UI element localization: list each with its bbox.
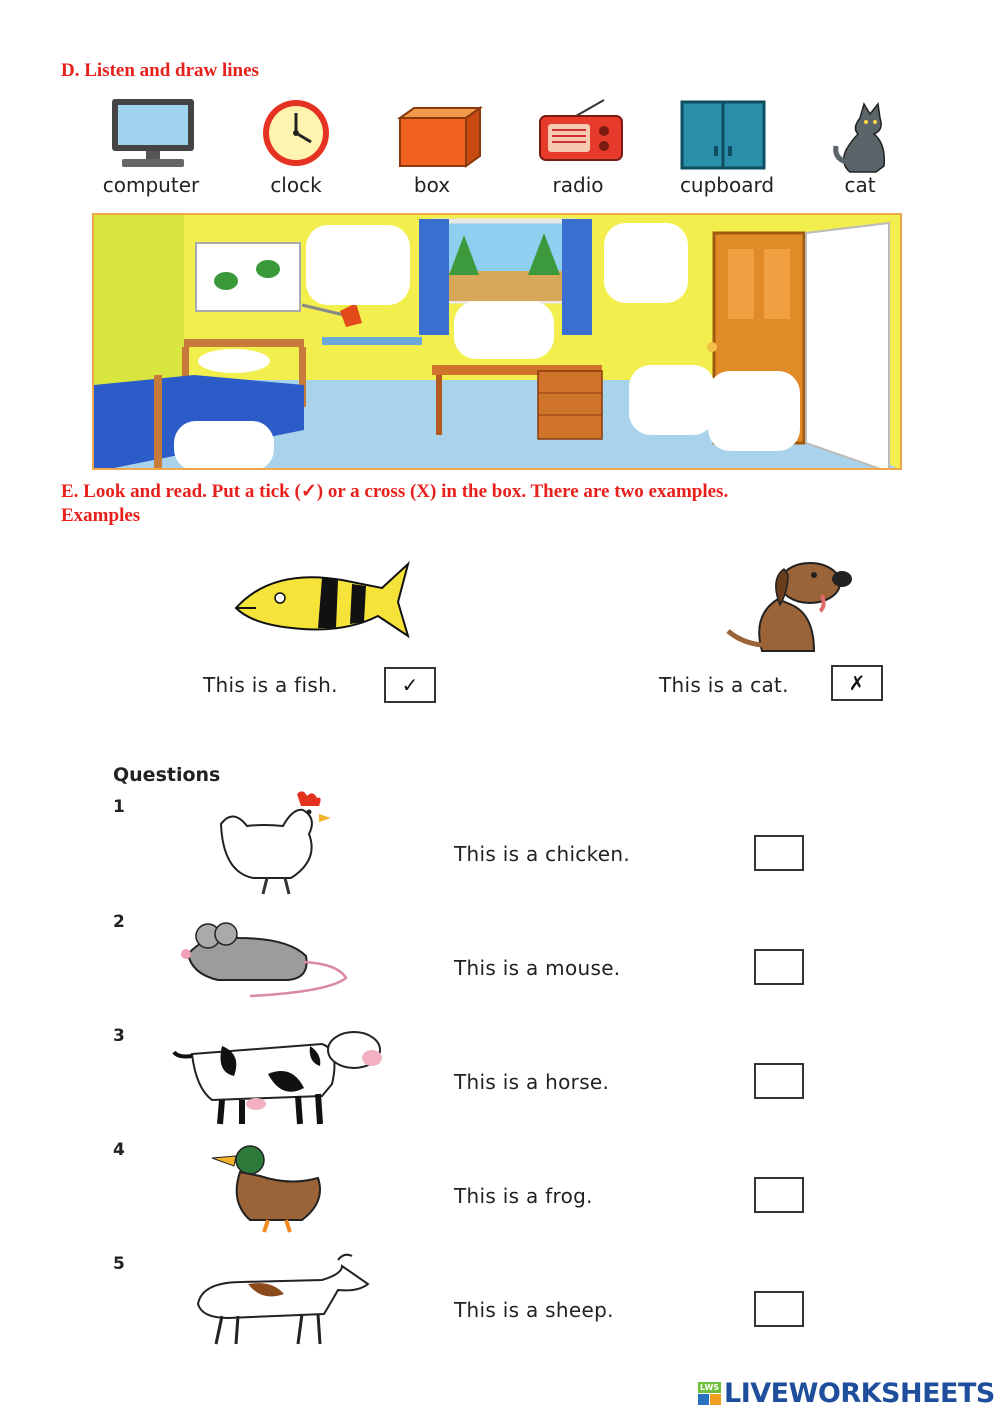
question-number-2: 2 xyxy=(113,912,125,932)
example-sentence-2: This is a cat. xyxy=(659,673,789,697)
cow-icon xyxy=(172,1024,392,1132)
mouse-icon xyxy=(178,922,354,1004)
clock-icon xyxy=(256,98,336,172)
question-sentence-5: This is a sheep. xyxy=(454,1298,614,1322)
logo-badge-letters: LWS xyxy=(699,1383,720,1392)
question-sentence-4: This is a frog. xyxy=(454,1184,593,1208)
answer-box-4[interactable] xyxy=(754,1177,804,1213)
object-label-clock: clock xyxy=(270,173,322,197)
section-d-heading: D. Listen and draw lines xyxy=(61,60,259,81)
chicken-icon xyxy=(213,788,333,902)
answer-box-1[interactable] xyxy=(754,835,804,871)
blank-cloud-5 xyxy=(708,371,800,451)
blank-cloud-2 xyxy=(454,301,554,359)
object-label-cupboard: cupboard xyxy=(679,173,775,197)
liveworksheets-logo[interactable] xyxy=(698,1378,995,1409)
examples-label: Examples xyxy=(61,505,141,526)
blank-cloud-6 xyxy=(174,421,274,470)
cupboard-icon xyxy=(680,100,766,174)
box-icon xyxy=(396,106,484,172)
blank-cloud-4 xyxy=(629,365,715,435)
computer-icon xyxy=(108,97,198,173)
question-sentence-2: This is a mouse. xyxy=(454,956,621,980)
blank-cloud-3 xyxy=(604,223,688,303)
logo-text: LIVEWORKSHEETS xyxy=(724,1378,995,1409)
question-number-3: 3 xyxy=(113,1026,125,1046)
blank-cloud-1 xyxy=(306,225,410,305)
answer-box-3[interactable] xyxy=(754,1063,804,1099)
question-number-4: 4 xyxy=(113,1140,125,1160)
example-box-1: ✓ xyxy=(384,667,436,703)
goat-icon xyxy=(192,1252,370,1352)
logo-badge xyxy=(698,1382,721,1405)
object-label-radio: radio xyxy=(552,173,604,197)
radio-icon xyxy=(536,98,626,168)
object-label-cat: cat xyxy=(844,173,876,197)
duck-icon xyxy=(210,1142,326,1240)
questions-label: Questions xyxy=(113,764,221,786)
object-label-computer: computer xyxy=(102,173,200,197)
cat-icon xyxy=(830,100,900,180)
dog-icon xyxy=(722,555,862,663)
question-number-1: 1 xyxy=(113,797,125,817)
answer-box-5[interactable] xyxy=(754,1291,804,1327)
question-sentence-3: This is a horse. xyxy=(454,1070,610,1094)
example-box-2: ✗ xyxy=(831,665,883,701)
object-label-box: box xyxy=(413,173,451,197)
example-sentence-1: This is a fish. xyxy=(203,673,338,697)
section-e-heading: E. Look and read. Put a tick (✓) or a cross (X) in the box. There are two examples. xyxy=(61,481,729,502)
answer-box-2[interactable] xyxy=(754,949,804,985)
question-number-5: 5 xyxy=(113,1254,125,1274)
question-sentence-1: This is a chicken. xyxy=(454,842,631,866)
bedroom-scene xyxy=(92,213,902,470)
fish-icon xyxy=(232,558,410,644)
